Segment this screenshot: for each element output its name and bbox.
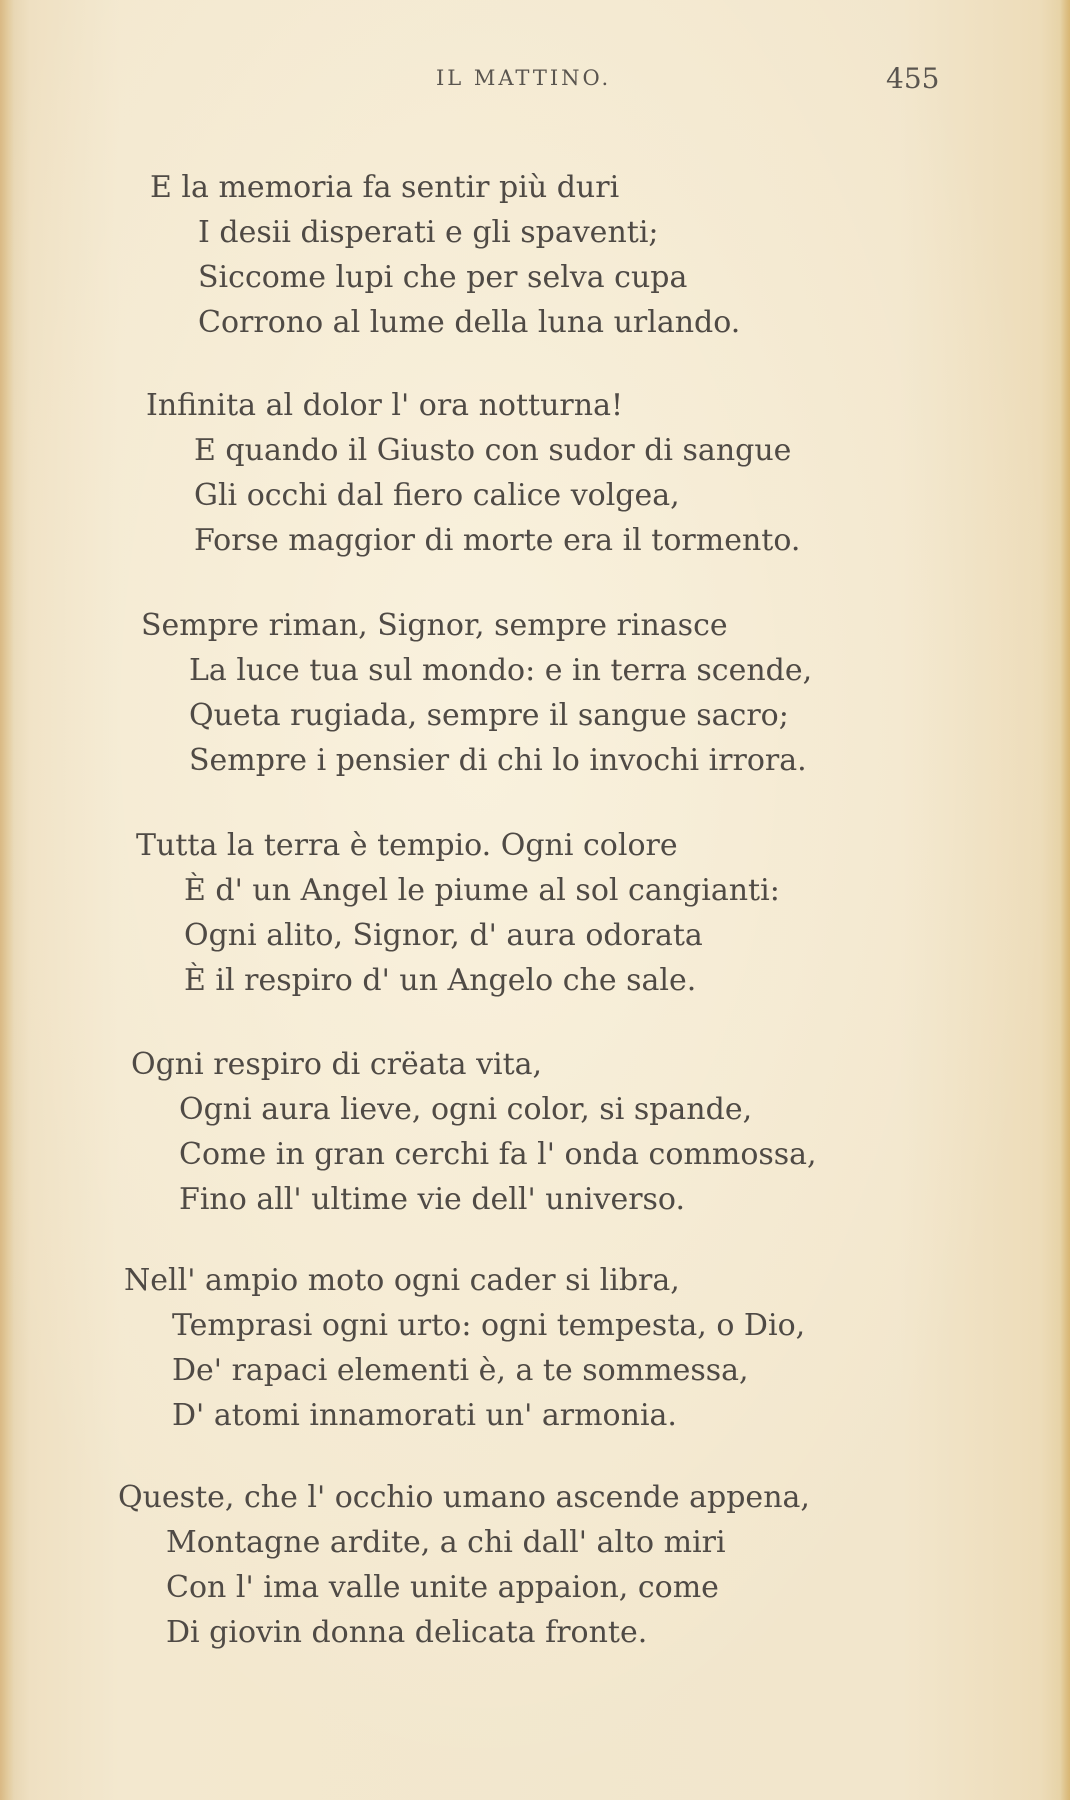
verse-line: Forse maggior di morte era il tormento.: [194, 523, 801, 558]
page-number: 455: [886, 62, 940, 95]
verse-line: Temprasi ogni urto: ogni tempesta, o Dio,: [172, 1308, 806, 1343]
stanza-1: [150, 165, 740, 345]
verse-line: I desii disperati e gli spaventi;: [198, 215, 659, 250]
verse-line: E la memoria fa sentir più duri: [150, 170, 620, 205]
verse-line: Come in gran cerchi fa l' onda commossa,: [179, 1137, 817, 1172]
verse-line: Con l' ima valle unite appaion, come: [166, 1570, 719, 1605]
verse-line: D' atomi innamorati un' armonia.: [172, 1398, 677, 1433]
stanza-4: [136, 823, 780, 1003]
stanza-2: [146, 383, 800, 563]
verse-line: Sempre riman, Signor, sempre rinasce: [141, 608, 728, 643]
verse-line: Di giovin donna delicata fronte.: [166, 1615, 648, 1650]
verse-line: E quando il Giusto con sudor di sangue: [194, 433, 792, 468]
verse-line: Queste, che l' occhio umano ascende appena,: [118, 1480, 810, 1515]
stanza-3: [141, 603, 812, 783]
verse-line: Ogni aura lieve, ogni color, si spande,: [179, 1092, 753, 1127]
verse-line: La luce tua sul mondo: e in terra scende,: [189, 653, 813, 688]
verse-line: Infinita al dolor l' ora notturna!: [146, 388, 624, 423]
verse-line: Montagne ardite, a chi dall' alto miri: [166, 1525, 726, 1560]
page-gutter-shadow: [0, 0, 14, 1800]
stanza-7: [118, 1475, 810, 1655]
verse-line: Siccome lupi che per selva cupa: [198, 260, 688, 295]
verse-line: Gli occhi dal fiero calice volgea,: [194, 478, 680, 513]
page-edge-shadow: [1060, 0, 1070, 1800]
verse-line: Tutta la terra è tempio. Ogni colore: [136, 828, 678, 863]
verse-line: È d' un Angel le piume al sol cangianti:: [184, 873, 780, 908]
verse-line: Nell' ampio moto ogni cader si libra,: [124, 1263, 680, 1298]
stanza-6: [124, 1258, 805, 1438]
verse-line: Ogni alito, Signor, d' aura odorata: [184, 918, 703, 953]
verse-line: Fino all' ultime vie dell' universo.: [179, 1182, 686, 1217]
verse-line: Ogni respiro di crëata vita,: [131, 1047, 543, 1082]
verse-line: Queta rugiada, sempre il sangue sacro;: [189, 698, 789, 733]
verse-line: È il respiro d' un Angelo che sale.: [184, 963, 697, 998]
running-head: IL MATTINO.: [436, 66, 612, 90]
stanza-5: [131, 1042, 817, 1222]
verse-line: Sempre i pensier di chi lo invochi irrora.: [189, 743, 807, 778]
verse-line: Corrono al lume della luna urlando.: [198, 305, 741, 340]
verse-line: De' rapaci elementi è, a te sommessa,: [172, 1353, 749, 1388]
